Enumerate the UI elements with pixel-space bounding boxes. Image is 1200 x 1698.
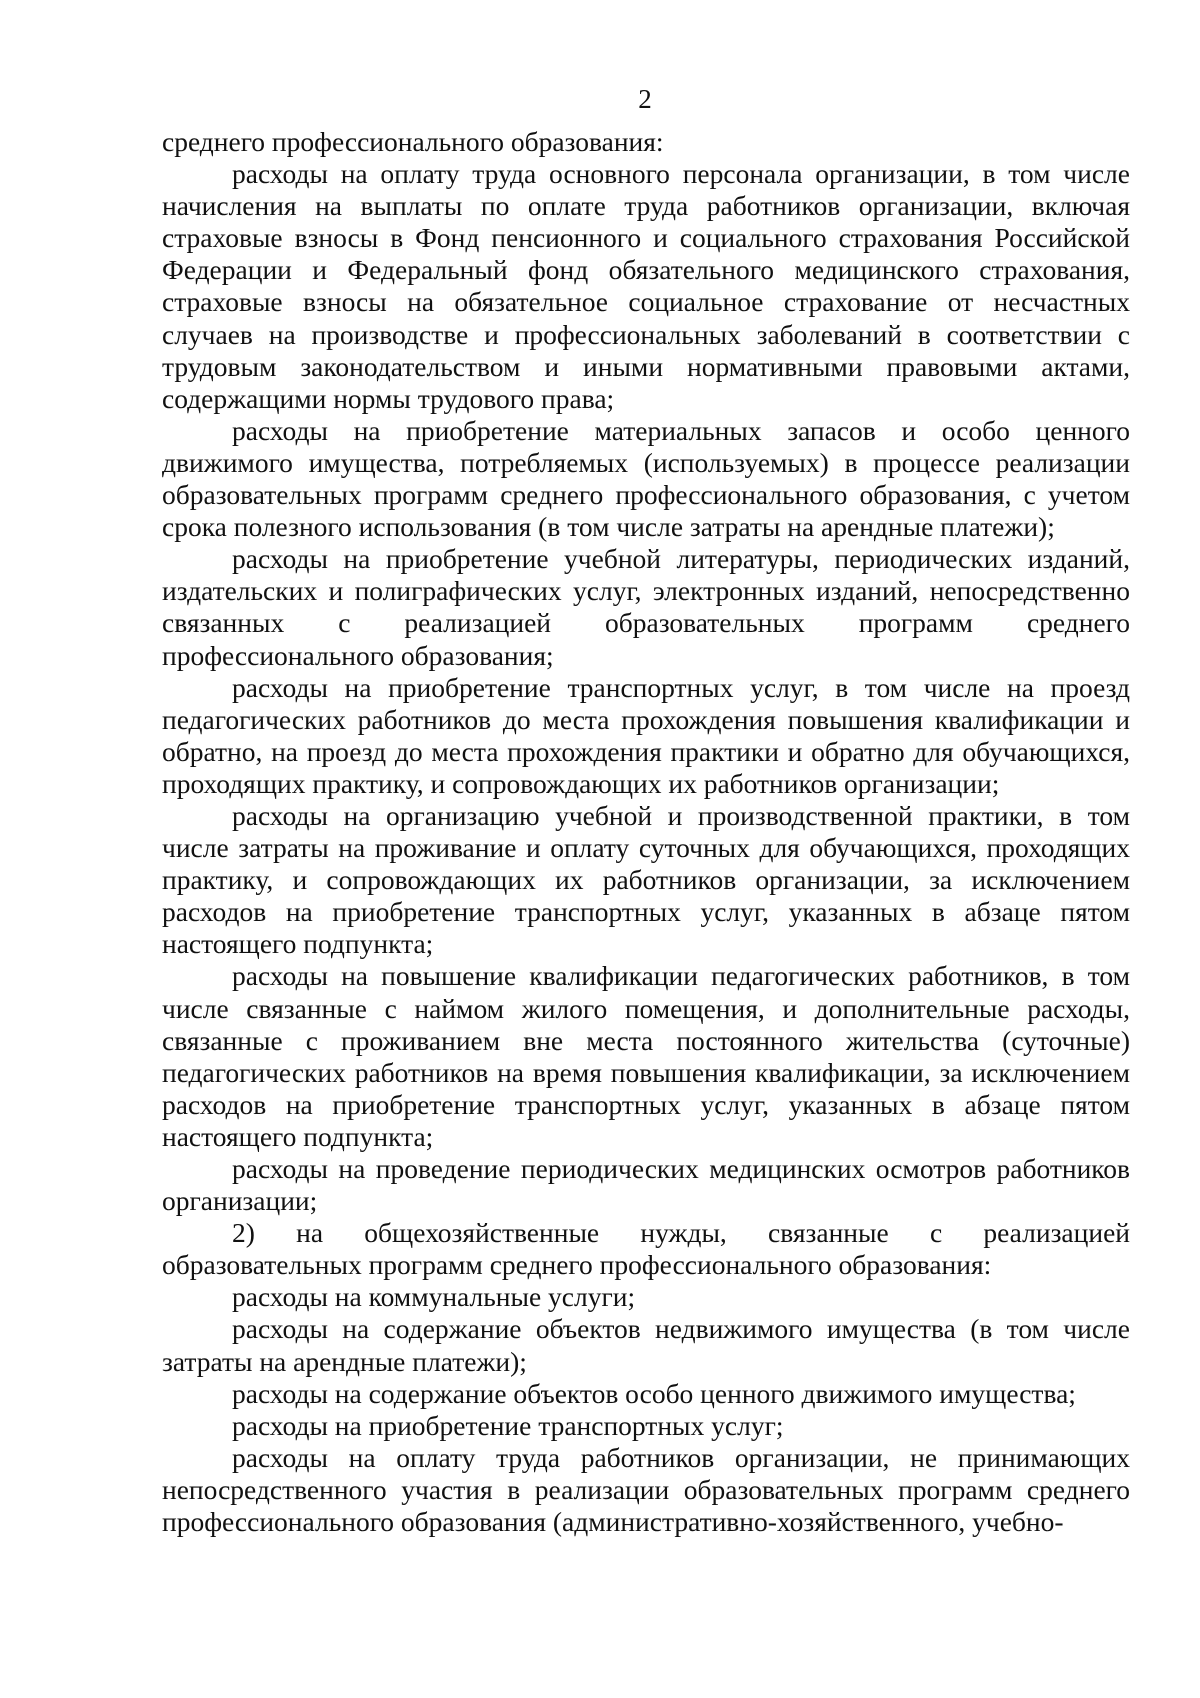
paragraph: расходы на содержание объектов недвижимого имущества (в том числе затраты на арендные платежи); [162,1313,1130,1377]
paragraph: расходы на оплату труда основного персонала организации, в том числе начисления на выплаты по оплате труда работников организации, включая страховые взносы в Фонд пенсионного и социального страхования Российской Федерации и Федеральный фонд обязательного медицинского страхования, страховые взносы на обязательное социальное страхование от несчастных случаев на производстве и профессиональных заболеваний в соответствии с трудовым законодательством и иными нормативными правовыми актами, содержащими нормы трудового права; [162,158,1130,414]
paragraph-subitem-2: 2) на общехозяйственные нужды, связанные с реализацией образовательных программ среднего профессионального образования: [162,1217,1130,1281]
paragraph: расходы на приобретение материальных запасов и особо ценного движимого имущества, потребляемых (используемых) в процессе реализации образовательных программ среднего профессионального образования, с учетом срока полезного использования (в том числе затраты на арендные платежи); [162,414,1130,543]
paragraph: расходы на содержание объектов особо ценного движимого имущества; [232,1377,1076,1409]
paragraph: расходы на оплату труда работников организации, не принимающих непосредственного участия в реализации образовательных программ среднего профессионального образования (административно-хозяйственного, учебно- [162,1441,1130,1538]
document-body [162,126,1130,1538]
paragraph: расходы на приобретение транспортных услуг; [232,1409,784,1441]
paragraph: расходы на приобретение учебной литературы, периодических изданий, издательских и полиграфических услуг, электронных изданий, непосредственно связанных с реализацией образовательных программ среднего профессионального образования; [162,543,1130,671]
paragraph: расходы на приобретение транспортных услуг, в том числе на проезд педагогических работников до места прохождения повышения квалификации и обратно, на проезд до места прохождения практики и обратно для обучающихся, проходящих практику, и сопровождающих их работников организации; [162,671,1130,799]
paragraph: среднего профессионального образования: [162,126,664,157]
paragraph: расходы на организацию учебной и производственной практики, в том числе затраты на проживание и оплату суточных для обучающихся, проходящих практику, и сопровождающих их работников организации, за исключением расходов на приобретение транспортных услуг, указанных в абзаце пятом настоящего подпункта; [162,799,1130,960]
paragraph: расходы на коммунальные услуги; [232,1281,636,1313]
paragraph: расходы на проведение периодических медицинских осмотров работников организации; [162,1153,1130,1217]
paragraph: расходы на повышение квалификации педагогических работников, в том числе связанные с наймом жилого помещения, и дополнительные расходы, связанные с проживанием вне места постоянного жительства (суточные) педагогических работников на время повышения квалификации, за исключением расходов на приобретение транспортных услуг, указанных в абзаце пятом настоящего подпункта; [162,960,1130,1152]
page-number: 2 [638,84,652,114]
